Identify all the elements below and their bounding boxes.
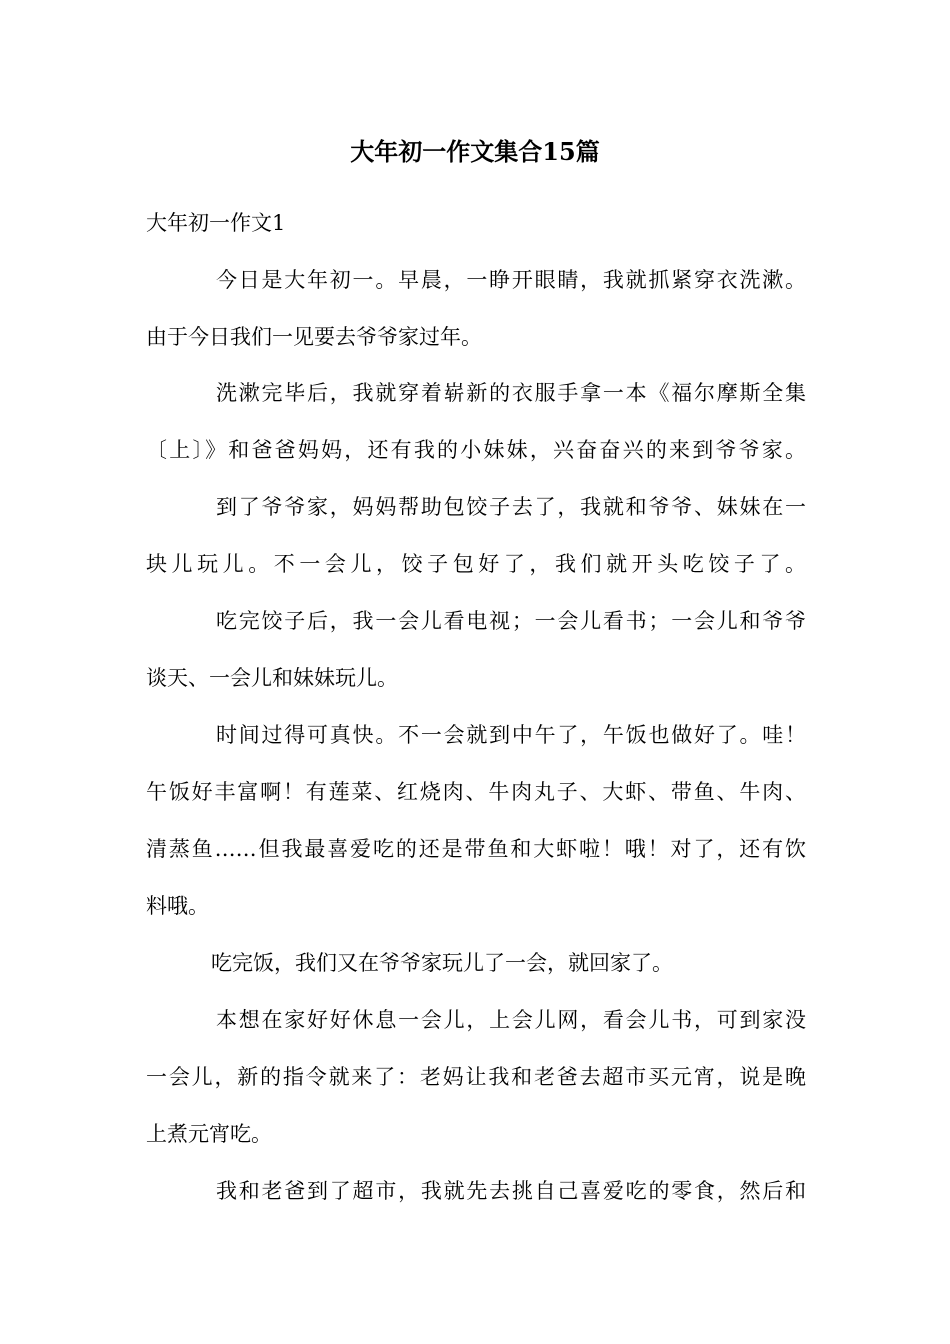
paragraph-line: 块儿玩儿。不一会儿，饺子包好了，我们就开头吃饺子了。 bbox=[146, 552, 806, 576]
paragraph-line: 今日是大年初一。早晨，一睁开眼睛，我就抓紧穿衣洗漱。 bbox=[216, 268, 806, 292]
paragraph-line: 清蒸鱼……但我最喜爱吃的还是带鱼和大虾啦！哦！对了，还有饮 bbox=[146, 837, 806, 861]
section-heading: 大年初一作文1 bbox=[146, 211, 286, 235]
paragraph-line: 吃完饭，我们又在爷爷家玩儿了一会，就回家了。 bbox=[211, 951, 673, 975]
document-title: 大年初一作文集合15篇 bbox=[350, 137, 600, 166]
paragraph-line: 午饭好丰富啊！有莲菜、红烧肉、牛肉丸子、大虾、带鱼、牛肉、 bbox=[146, 780, 806, 804]
paragraph-line: 料哦。 bbox=[146, 894, 209, 918]
paragraph-line: 上煮元宵吃。 bbox=[146, 1122, 272, 1146]
paragraph-line: 由于今日我们一见要去爷爷家过年。 bbox=[146, 325, 482, 349]
paragraph-line: 我和老爸到了超市，我就先去挑自己喜爱吃的零食，然后和 bbox=[216, 1179, 806, 1203]
paragraph-line: 谈天、一会儿和妹妹玩儿。 bbox=[146, 666, 398, 690]
paragraph-line: 洗漱完毕后，我就穿着崭新的衣服手拿一本《福尔摩斯全集 bbox=[216, 381, 806, 405]
paragraph-line: 吃完饺子后，我一会儿看电视；一会儿看书；一会儿和爷爷 bbox=[216, 609, 806, 633]
paragraph-line: 到了爷爷家，妈妈帮助包饺子去了，我就和爷爷、妹妹在一 bbox=[216, 495, 806, 519]
paragraph-line: 本想在家好好休息一会儿，上会儿网，看会儿书，可到家没 bbox=[216, 1008, 806, 1032]
paragraph-line: 一会儿，新的指令就来了：老妈让我和老爸去超市买元宵，说是晚 bbox=[146, 1065, 806, 1089]
paragraph-line: 〔上〕》和爸爸妈妈，还有我的小妹妹，兴奋奋兴的来到爷爷家。 bbox=[146, 438, 806, 462]
paragraph-line: 时间过得可真快。不一会就到中午了，午饭也做好了。哇！ bbox=[216, 723, 806, 747]
